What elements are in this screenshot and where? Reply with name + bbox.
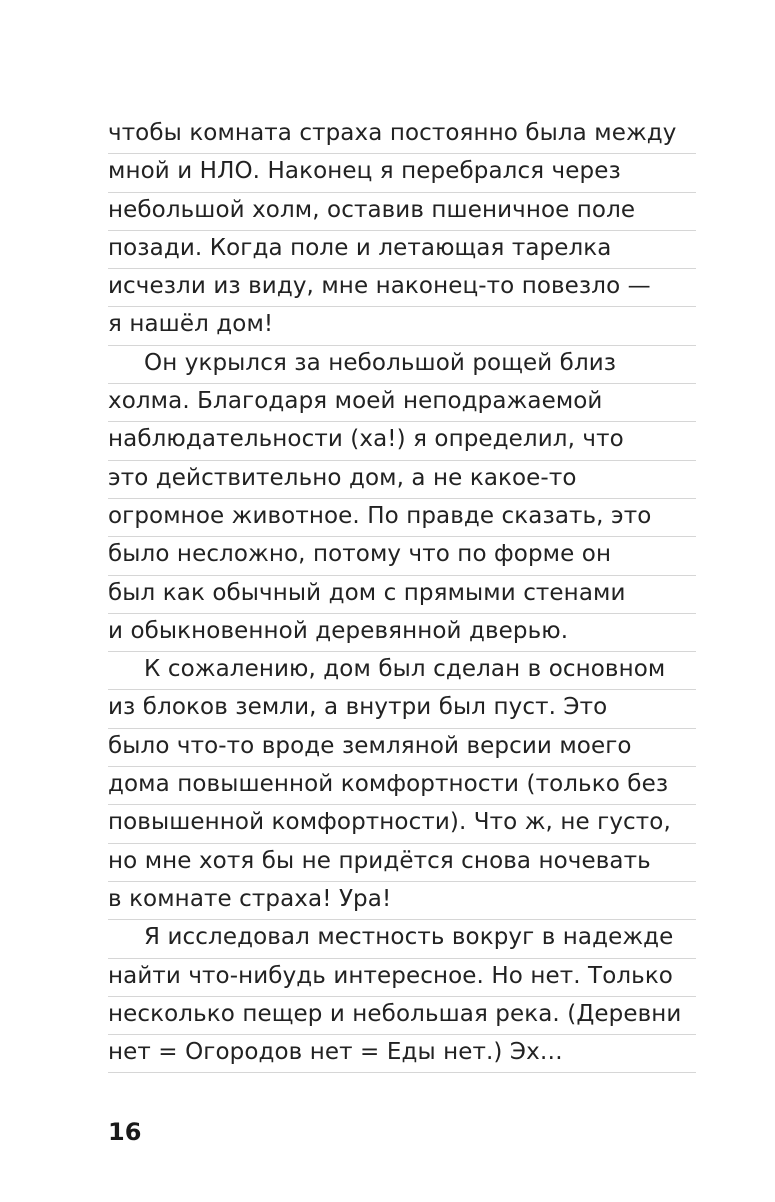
text-line: был как обычный дом с прямыми стенами bbox=[108, 576, 696, 614]
text-line: я нашёл дом! bbox=[108, 307, 696, 345]
text-line: нет = Огородов нет = Еды нет.) Эх… bbox=[108, 1035, 696, 1073]
text-line: небольшой холм, оставив пшеничное поле bbox=[108, 193, 696, 231]
paragraph-start-line: Я исследовал местность вокруг в надежде bbox=[108, 920, 696, 958]
text-body bbox=[108, 116, 696, 1073]
text-line: наблюдательности (ха!) я определил, что bbox=[108, 422, 696, 460]
text-line: несколько пещер и небольшая река. (Деревни bbox=[108, 997, 696, 1035]
text-line: позади. Когда поле и летающая тарелка bbox=[108, 231, 696, 269]
text-line: но мне хотя бы не придётся снова ночевать bbox=[108, 844, 696, 882]
text-line: исчезли из виду, мне наконец-то повезло — bbox=[108, 269, 696, 307]
text-line: в комнате страха! Ура! bbox=[108, 882, 696, 920]
text-line: повышенной комфортности). Что ж, не густо, bbox=[108, 805, 696, 843]
paragraph-start-line: К сожалению, дом был сделан в основном bbox=[108, 652, 696, 690]
text-line: и обыкновенной деревянной дверью. bbox=[108, 614, 696, 652]
text-line: мной и НЛО. Наконец я перебрался через bbox=[108, 154, 696, 192]
text-line: чтобы комната страха постоянно была между bbox=[108, 116, 696, 154]
text-line: из блоков земли, а внутри был пуст. Это bbox=[108, 690, 696, 728]
text-line: это действительно дом, а не какое-то bbox=[108, 461, 696, 499]
text-line: дома повышенной комфортности (только без bbox=[108, 767, 696, 805]
text-line: было несложно, потому что по форме он bbox=[108, 537, 696, 575]
text-line: было что-то вроде земляной версии моего bbox=[108, 729, 696, 767]
text-line: холма. Благодаря моей неподражаемой bbox=[108, 384, 696, 422]
text-line: найти что-нибудь интересное. Но нет. Только bbox=[108, 959, 696, 997]
page-number: 16 bbox=[108, 1118, 142, 1146]
text-line: огромное животное. По правде сказать, это bbox=[108, 499, 696, 537]
paragraph-start-line: Он укрылся за небольшой рощей близ bbox=[108, 346, 696, 384]
